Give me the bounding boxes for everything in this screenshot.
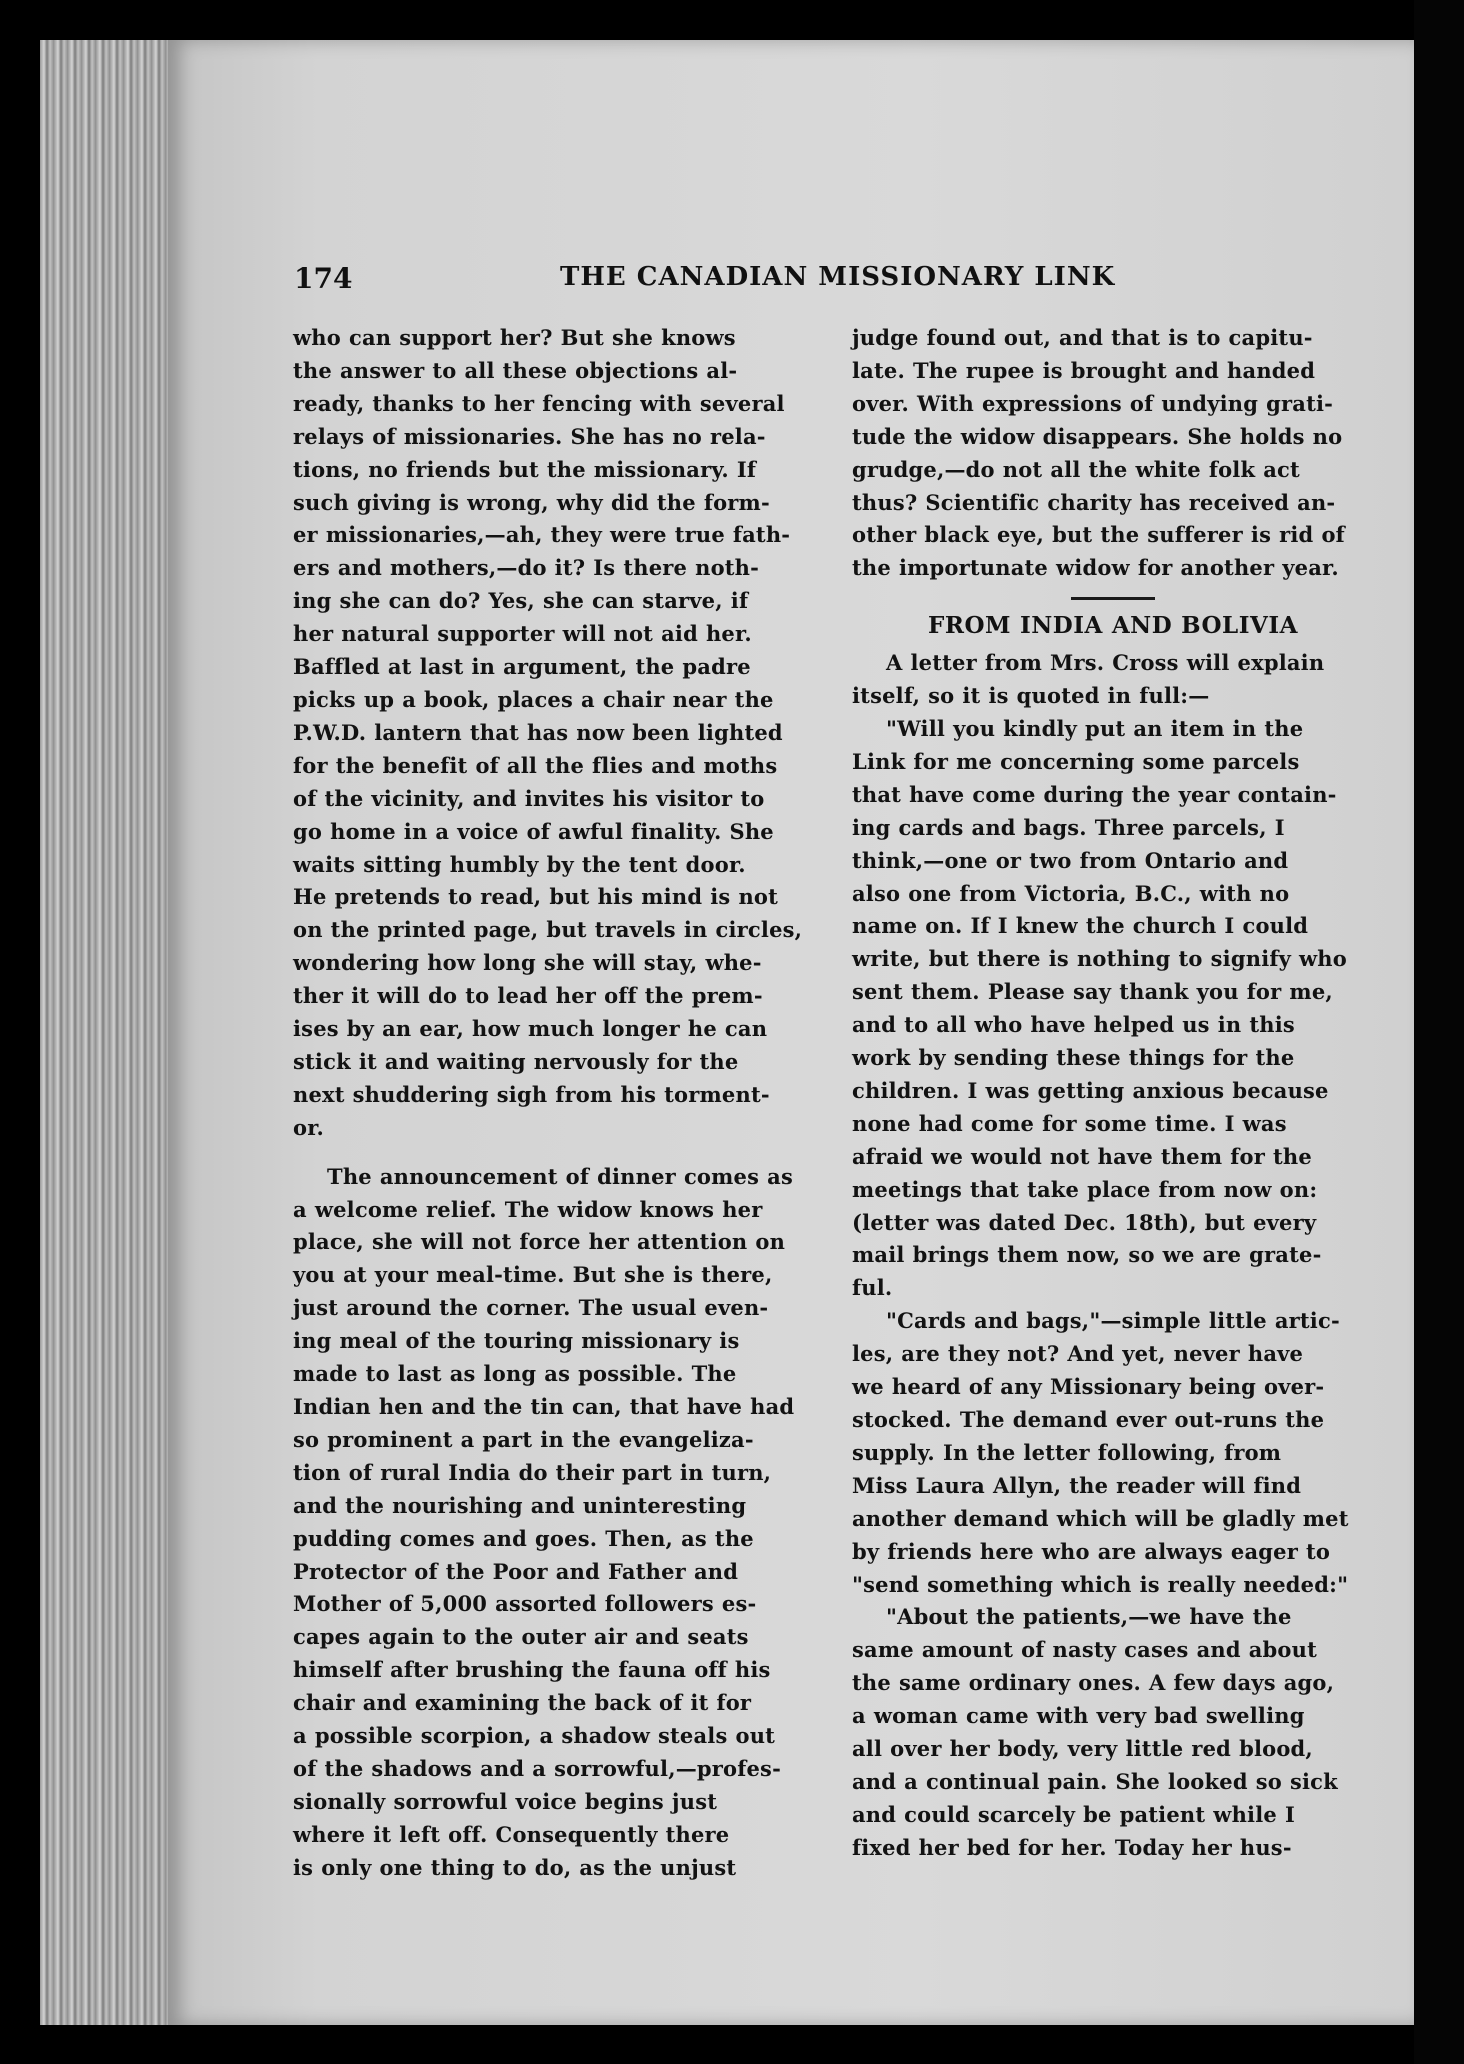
paragraph: who can support her? But she knows the answer to all these objections al- ready, thanks to her fencing with several relays of missionaries. She has no rela- tions, no friends but the missionary. If such giving is wrong, why did the form- er missionaries,—ah, they were true fath- ers and mothers,—do it? Is there noth- ing she can do? Yes, she can starve, if her natural supporter will not aid her. Baffled at last in argument, the padre picks up a book, places a chair near the P.W.D. lantern that has now been lighted for the benefit of all the flies and moths of the vicinity, and invites his visitor to go home in a voice of awful finality. She waits sitting humbly by the tent door. He pretends to read, but his mind is not on the printed page, but travels in circles, wondering how long she will stay, whe- ther it will do to lead her off the prem- ises by an ear, how much longer he can stick it and waiting nervously for the next shuddering sigh from his torment- or. [293, 325, 803, 1140]
paragraph: The announcement of dinner comes as a welcome relief. The widow knows her place, she will not force her attention on you at your meal-time. But she is there, just around the corner. The usual even- ing meal of the touring missionary is made to last as long as possible. The Indian hen and the tin can, that have had so prominent a part in the evangeliza- tion of rural India do their part in turn, and the nourishing and uninteresting pudding comes and goes. Then, as the Protector of the Poor and Father and Mother of 5,000 assorted followers es- capes again to the outer air and seats himself after brushing the fauna off his chair and examining the back of it for a possible scorpion, a shadow steals out of the shadows and a sorrowful,—profes- sionally sorrowful voice begins just where it left off. Consequently there is only one thing to do, as the unjust [293, 1163, 795, 1880]
paragraph: "Cards and bags,"—simple little artic- les, are they not? And yet, never have we heard of any Missionary being over- stocked. The demand ever out-runs the supply. In the letter following, from Miss Laura Allyn, the reader will find another demand which will be gladly met by friends here who are always eager to "send something which is really needed:" [852, 1308, 1349, 1597]
left-column [293, 322, 833, 1885]
scan-border [1414, 0, 1464, 2064]
running-head: THE CANADIAN MISSIONARY LINK [560, 262, 1116, 292]
book-page-edges [40, 40, 177, 2025]
paragraph: "About the patients,—we have the same amount of nasty cases and about the same ordinary ones. A few days ago, a woman came with very bad swelling all over her body, very little red blood, and a continual pain. She looked so sick and could scarcely be patient while I fixed her bed for her. Today her hus- [852, 1604, 1338, 1860]
section-heading: FROM INDIA AND BOLIVIA [928, 612, 1298, 640]
paragraph: judge found out, and that is to capitu- late. The rupee is brought and handed over. With expressions of undying grati- tude the widow disappears. She holds no grudge,—do not all the white folk act thus? Scientific charity has received an- other black eye, but the sufferer is rid of the importunate widow for another year. [852, 325, 1345, 581]
paragraph: A letter from Mrs. Cross will explain itself, so it is quoted in full:— [852, 650, 1325, 709]
section-rule [1071, 597, 1155, 600]
page-number: 174 [294, 262, 353, 295]
right-column [852, 322, 1374, 1865]
paragraph: "Will you kindly put an item in the Link for me concerning some parcels that have come during the year contain- ing cards and bags. Three parcels, I think,—one or two from Ontario and also one from Victoria, B.C., with no name on. If I knew the church I could write, but there is nothing to signify who sent them. Please say thank you for me, and to all who have helped us in this work by sending these things for the children. I was getting anxious because none had come for some time. I was afraid we would not have them for the meetings that take place from now on: (letter was dated Dec. 18th), but every mail brings them now, so we are grate- ful. [852, 715, 1347, 1301]
